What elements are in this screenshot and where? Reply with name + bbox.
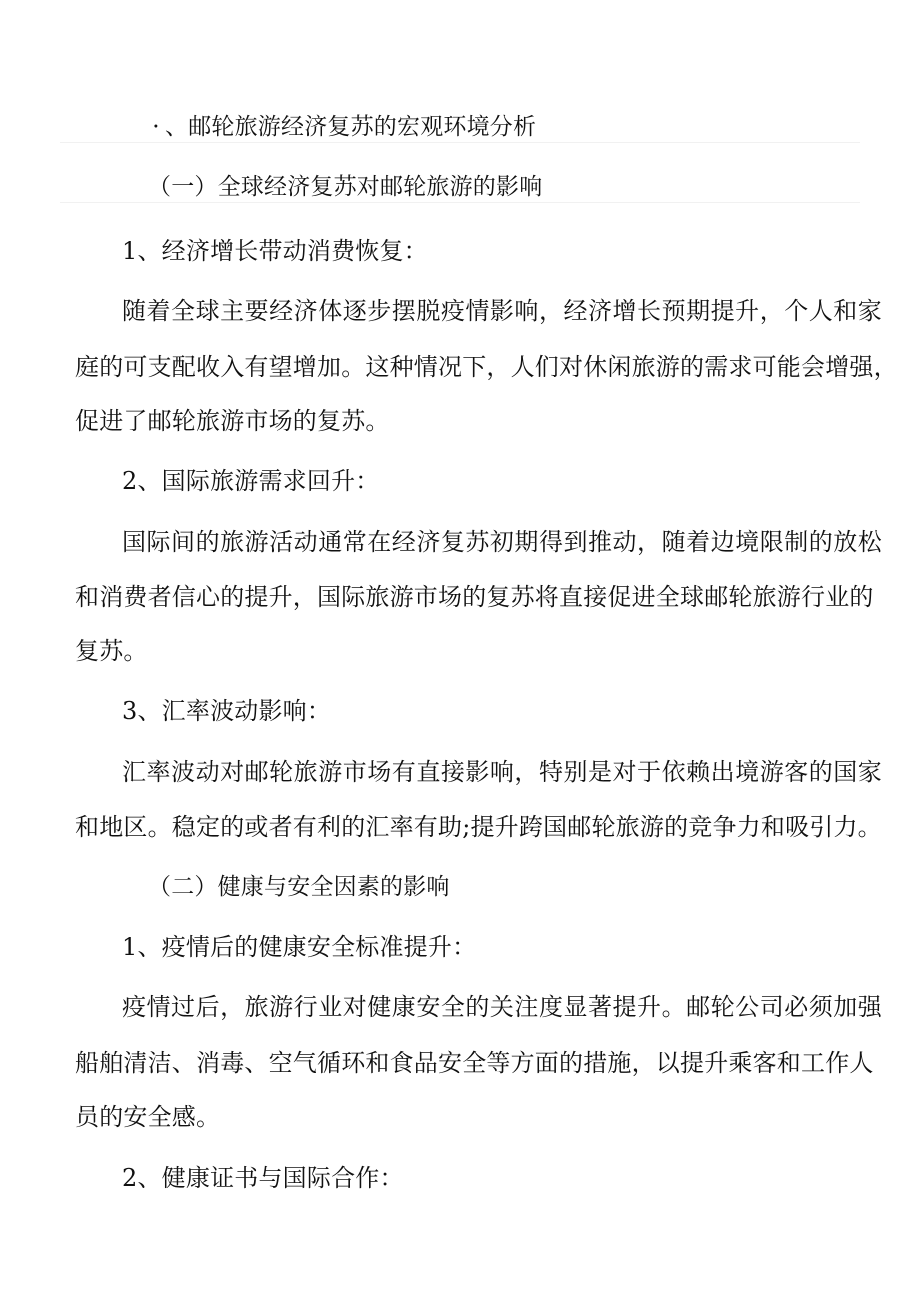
section-1-item-1-line-2: 庭的可支配收入有望增加。这种情况下，人们对休闲旅游的需求可能会增强，: [75, 353, 898, 381]
document-title: [147, 112, 536, 142]
section-1-item-2-line-2: 和消费者信心的提升，国际旅游市场的复苏将直接促进全球邮轮旅游行业的: [75, 583, 874, 611]
section-1-item-1-heading: 1、经济增长带动消费恢复：: [122, 237, 428, 265]
section-2-title: （二）健康与安全因素的影响: [148, 874, 450, 900]
section-2-item-1-line-2: 船舶清洁、消毒、空气循环和食品安全等方面的措施，以提升乘客和工作人: [75, 1049, 874, 1077]
section-2-item-1-heading: 1、疫情后的健康安全标准提升：: [122, 933, 477, 961]
section-2-item-1-line-1: 疫情过后，旅游行业对健康安全的关注度显著提升。邮轮公司必须加强: [122, 993, 882, 1021]
section-2-item-2-heading: 2、健康证书与国际合作：: [122, 1164, 404, 1192]
section-1-item-2-line-1: 国际间的旅游活动通常在经济复苏初期得到推动，随着边境限制的放松: [122, 528, 882, 556]
section-1-title: （一）全球经济复苏对邮轮旅游的影响: [148, 174, 543, 200]
faint-separator-2: [60, 202, 860, 203]
faint-separator-1: [60, 142, 860, 143]
section-1-item-1-line-1: 随着全球主要经济体逐步摆脱疫情影响，经济增长预期提升，个人和家: [122, 297, 882, 325]
section-1-item-2-heading: 2、国际旅游需求回升：: [122, 467, 380, 495]
section-1-item-3-line-1: 汇率波动对邮轮旅游市场有直接影响，特别是对于依赖出境游客的国家: [122, 758, 882, 786]
section-1-item-3-heading: 3、汇率波动影响：: [122, 697, 332, 725]
section-1-item-2-line-3: 复苏。: [75, 637, 148, 665]
document-title-text: 、邮轮旅游经济复苏的宏观环境分析: [165, 114, 537, 140]
section-1-item-3-line-2: 和地区。稳定的或者有利的汇率有助;提升跨国邮轮旅游的竞争力和吸引力。: [75, 813, 882, 841]
title-bullet: ·: [152, 114, 160, 140]
section-1-item-1-line-3: 促进了邮轮旅游市场的复苏。: [75, 407, 390, 435]
section-2-item-1-line-3: 员的安全感。: [75, 1103, 221, 1131]
